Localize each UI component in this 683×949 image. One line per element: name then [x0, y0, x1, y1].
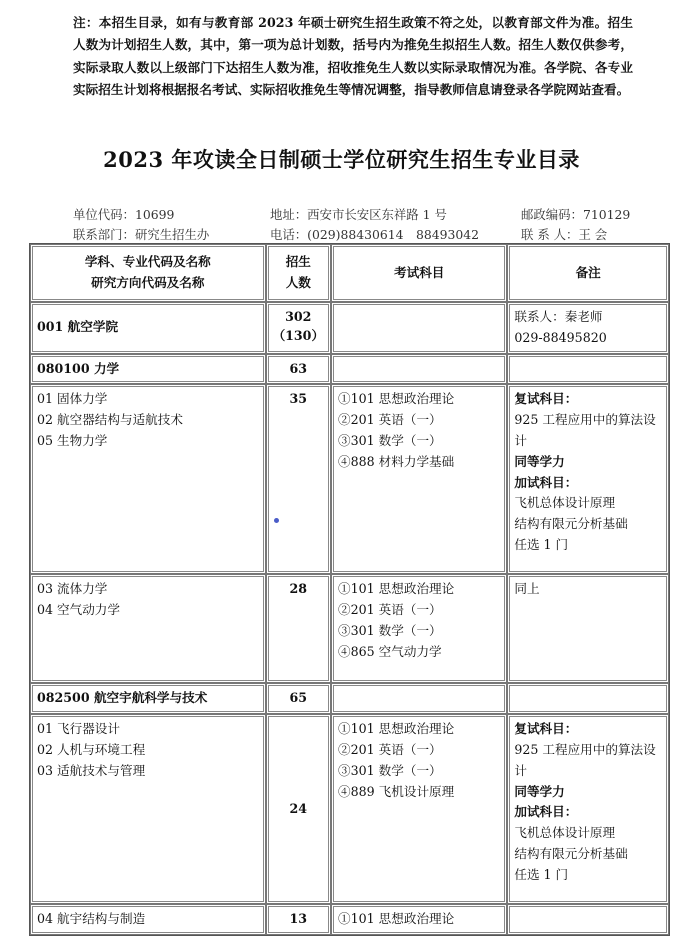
retest-subject-cont: 计 — [514, 762, 527, 778]
extra-exam-item: 任选 1 门 — [514, 536, 569, 552]
subject-item: ④865 空气动力学 — [338, 643, 442, 659]
direction-count: 28 — [266, 574, 331, 683]
subject-item: ③301 数学（一） — [338, 762, 442, 778]
college-phone: 029-88495820 — [514, 329, 607, 345]
subject-item: ②201 英语（一） — [338, 602, 442, 618]
direction-row — [30, 714, 669, 904]
contact-department: 联系部门：研究生招生办 — [73, 227, 210, 242]
retest-label: 复试科目： — [514, 721, 578, 737]
retest-subject: 925 工程应用中的算法设 — [514, 741, 656, 757]
header-major-line2: 研究方向代码及名称 — [91, 275, 205, 290]
direction-item: 03 流体力学 — [37, 581, 108, 597]
direction-count: 35 — [266, 384, 331, 574]
remark-cell — [507, 904, 669, 935]
subject-item: ①101 思想政治理论 — [331, 904, 507, 935]
subject-item: ④889 飞机设计原理 — [338, 783, 455, 799]
subject-item: ③301 数学（一） — [338, 432, 442, 448]
direction-item: 01 飞行器设计 — [37, 721, 120, 737]
retest-subject-cont: 计 — [514, 432, 527, 448]
direction-item: 02 人机与环境工程 — [37, 741, 146, 757]
postcode: 邮政编码：710129 — [521, 207, 631, 222]
major-count: 65 — [266, 683, 331, 714]
page-title: 2023 年攻读全日制硕士学位研究生招生专业目录 — [103, 147, 580, 172]
direction-item: 01 固体力学 — [37, 391, 108, 407]
major-name: 082500 航空宇航科学与技术 — [30, 683, 266, 714]
extra-exam-item: 结构有限元分析基础 — [514, 845, 628, 861]
subject-item: ①101 思想政治理论 — [338, 391, 455, 407]
exam-subjects — [331, 384, 507, 574]
header-major-line1: 学科、专业代码及名称 — [84, 254, 211, 270]
college-row — [30, 302, 669, 354]
subject-item: ④888 材料力学基础 — [338, 453, 455, 469]
college-count-total: 302 — [285, 309, 312, 324]
equivalent-label: 同等学力 — [514, 783, 565, 799]
direction-list — [30, 714, 266, 904]
header-count — [266, 244, 331, 302]
unit-code: 单位代码：10699 — [73, 207, 175, 222]
extra-exam-label: 加试科目： — [514, 474, 578, 490]
direction-row — [30, 384, 669, 574]
address: 地址：西安市长安区东祥路 1 号 — [270, 207, 447, 222]
header-count-line1: 招生 — [285, 254, 311, 270]
retest-label: 复试科目： — [514, 391, 578, 407]
retest-subject: 925 工程应用中的算法设 — [514, 412, 656, 428]
extra-exam-item: 任选 1 门 — [514, 866, 569, 882]
direction-list — [30, 574, 266, 683]
major-subjects — [331, 354, 507, 385]
major-row — [30, 354, 669, 385]
catalog-table — [29, 243, 670, 936]
equivalent-label: 同等学力 — [514, 453, 565, 469]
subject-item: ③301 数学（一） — [338, 622, 442, 638]
extra-exam-label: 加试科目： — [514, 804, 578, 820]
college-remark — [507, 302, 669, 354]
college-subjects — [331, 302, 507, 354]
major-remark — [507, 683, 669, 714]
contact-person: 联 系 人：王 会 — [521, 227, 608, 242]
major-remark — [507, 354, 669, 385]
major-row — [30, 683, 669, 714]
extra-exam-item: 飞机总体设计原理 — [514, 825, 616, 841]
stray-dot-mark — [274, 518, 279, 523]
notice-paragraph: 注：本招生目录，如有与教育部 2023 年硕士研究生招生政策不符之处，以教育部文件为准。招生人数为计划招生人数，其中，第一项为总计划数，括号内为推免生拟招生人数。招生人数仅供参考，实际录取人数以上级部门下达招生人数为准，招收推免生人数以实际录取情况为准。各学院、各专业实际招生计划将根据报名考试、实际招收推免生等情况调整，指导教师信息请登录各学院网站查看。 — [73, 15, 633, 98]
direction-item: 03 适航技术与管理 — [37, 762, 146, 778]
phone: 电话：(029)88430614 88493042 — [270, 227, 480, 242]
direction-list — [30, 384, 266, 574]
direction-item: 02 航空器结构与适航技术 — [37, 412, 183, 428]
header-subjects: 考试科目 — [331, 244, 507, 302]
major-name: 080100 力学 — [30, 354, 266, 385]
subject-item: ①101 思想政治理论 — [338, 581, 455, 597]
direction-item: 04 航宇结构与制造 — [30, 904, 266, 935]
direction-count: 13 — [266, 904, 331, 935]
direction-item: 05 生物力学 — [37, 432, 108, 448]
extra-exam-item: 结构有限元分析基础 — [514, 516, 628, 532]
header-count-line2: 人数 — [285, 275, 311, 290]
remark-cell — [507, 384, 669, 574]
major-subjects — [331, 683, 507, 714]
college-count-exempt: （130） — [272, 328, 325, 343]
table-header-row — [30, 244, 669, 302]
remark-cell: 同上 — [507, 574, 669, 683]
college-contact: 联系人：秦老师 — [514, 309, 603, 324]
subject-item: ②201 英语（一） — [338, 741, 442, 757]
direction-item: 04 空气动力学 — [37, 602, 120, 618]
extra-exam-item: 飞机总体设计原理 — [514, 495, 616, 511]
direction-count: 24 — [266, 714, 331, 904]
subject-item: ①101 思想政治理论 — [338, 721, 455, 737]
header-remark: 备注 — [507, 244, 669, 302]
college-count — [266, 302, 331, 354]
exam-subjects — [331, 574, 507, 683]
college-name: 001 航空学院 — [30, 302, 266, 354]
exam-subjects — [331, 714, 507, 904]
major-count: 63 — [266, 354, 331, 385]
remark-cell — [507, 714, 669, 904]
header-major — [30, 244, 266, 302]
subject-item: ②201 英语（一） — [338, 412, 442, 428]
direction-row — [30, 904, 669, 935]
direction-row — [30, 574, 669, 683]
